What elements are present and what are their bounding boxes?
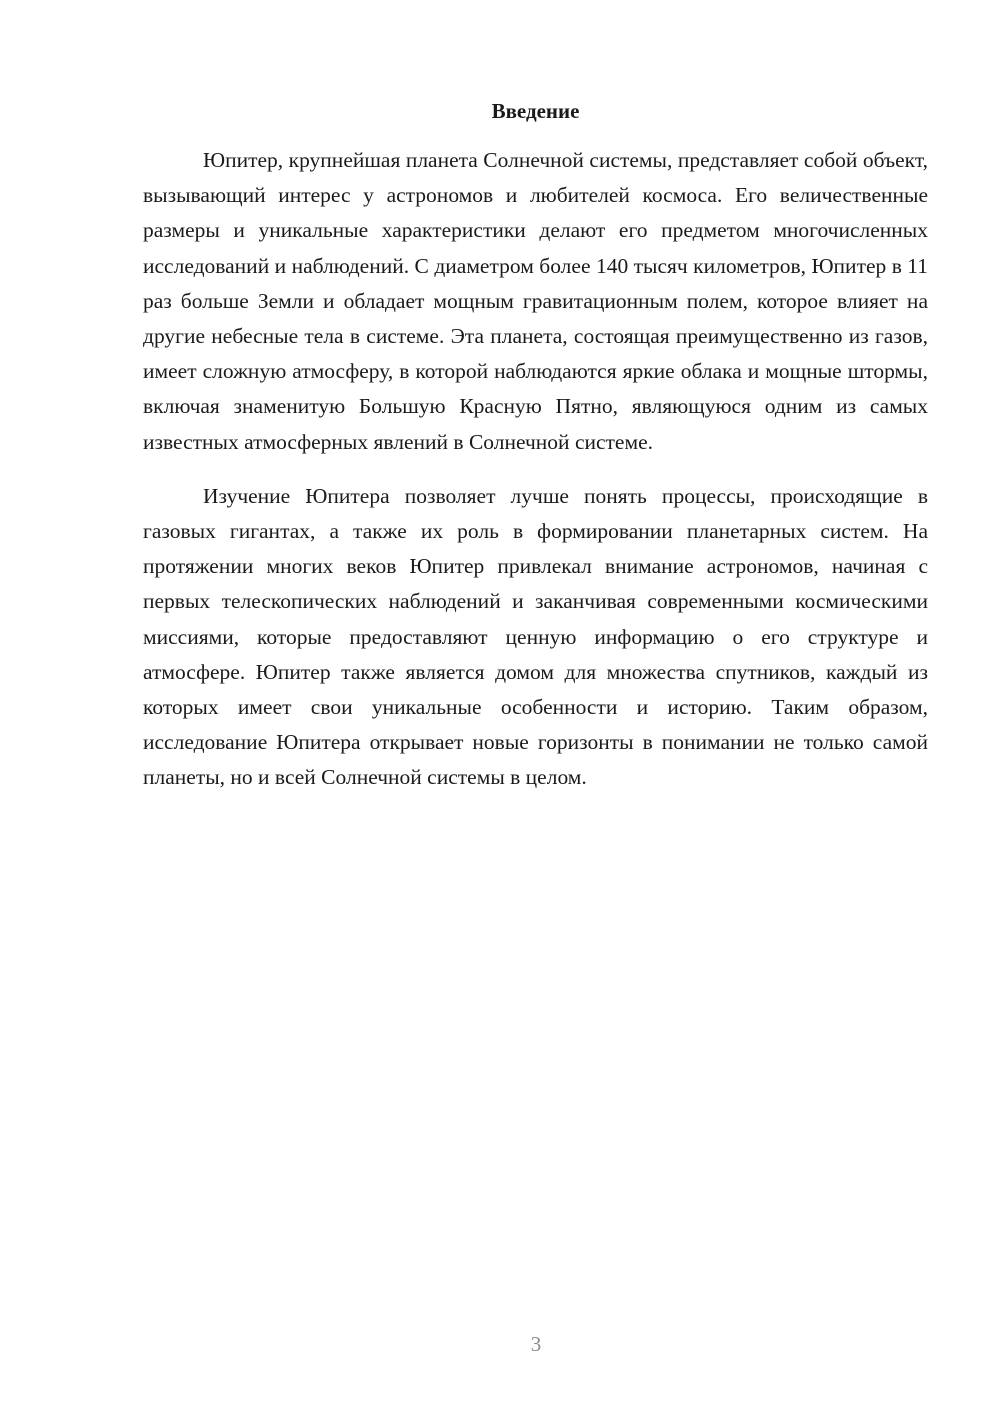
paragraph-2: Изучение Юпитера позволяет лучше понять процессы, происходящие в газовых гигантах, а также их роль в формировании планетарных систем. На протяжении многих веков Юпитер привлекал внимание астрономов, начиная с первых телескопических наблюдений и заканчивая современными космическими миссиями, которые предоставляют ценную информацию о его структуре и атмосфере. Юпитер также является домом для множества спутников, каждый из которых имеет свои уникальные особенности и историю. Таким образом, исследование Юпитера открывает новые горизонты в понимании не только самой планеты, но и всей Солнечной системы в целом.	[143, 483, 928, 790]
body-text	[143, 143, 928, 815]
section-heading: Введение	[491, 99, 580, 123]
page-number: 3	[530, 1332, 542, 1356]
paragraph-1: Юпитер, крупнейшая планета Солнечной системы, представляет собой объект, вызывающий интерес у астрономов и любителей космоса. Его величественные размеры и уникальные характеристики делают его предметом многочисленных исследований и наблюдений. С диаметром более 140 тысяч километров, Юпитер в 11 раз больше Земли и обладает мощным гравитационным полем, которое влияет на другие небесные тела в системе. Эта планета, состоящая преимущественно из газов, имеет сложную атмосферу, в которой наблюдаются яркие облака и мощные штормы, включая знаменитую Большую Красную Пятно, являющуюся одним из самых известных атмосферных явлений в Солнечной системе.	[143, 148, 928, 454]
